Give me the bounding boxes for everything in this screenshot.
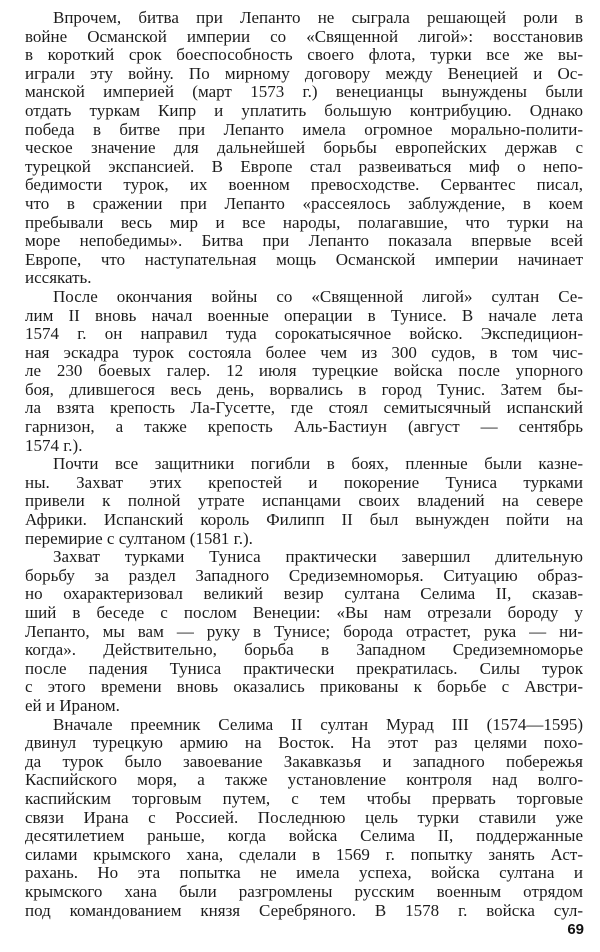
text-line: отдать туркам Кипр и уплатить большую контрибуцию. Однако xyxy=(25,100,583,120)
text-line: море непобедимы». Битва при Лепанто показала впервые всей xyxy=(25,231,583,251)
text-line: двинул турецкую армию на Восток. На этот раз целями похо- xyxy=(25,733,583,753)
text-line: войне Османской империи со «Священной лигой»: восстановив xyxy=(25,26,583,46)
text-line: ле 230 боевых галер. 12 июля турецкие войска после упорного xyxy=(25,361,583,381)
text-line: иссякать. xyxy=(25,268,92,288)
text-line: рахань. Но эта попытка не имела успеха, войска султана и xyxy=(25,863,583,883)
text-line: но охарактеризовал великий везир султана Селима II, сказав- xyxy=(25,584,583,604)
text-line: да турок было завоевание Закавказья и западного побережья xyxy=(25,751,583,771)
text-line: ший в беседе с послом Венеции: «Вы нам отрезали бороду у xyxy=(25,603,583,622)
page-number: 69 xyxy=(567,921,584,938)
book-page-text xyxy=(25,9,583,920)
text-line: пребывали весь мир и все народы, полагавшие, что турки на xyxy=(25,212,583,232)
paragraph xyxy=(25,455,583,548)
paragraph xyxy=(25,548,583,715)
text-line: турецкой экспансией. В Европе стал развеиваться миф о непо- xyxy=(25,156,583,176)
text-line: борьбу за раздел Западного Средиземноморья. Ситуацию образ- xyxy=(25,565,583,585)
text-line: силами крымского хана, сделали в 1569 г. попытку занять Аст- xyxy=(25,844,583,864)
text-line: каспийским торговым путем, с тем чтобы прервать торговые xyxy=(25,788,583,808)
text-line: под командованием князя Серебряного. В 1578 г. войска сул- xyxy=(25,900,583,920)
text-line: в короткий срок боеспособность своего флота, турки все же вы- xyxy=(25,45,583,65)
text-line: ная эскадра турок состояла более чем из 300 судов, в том чис- xyxy=(25,342,583,362)
paragraph xyxy=(25,288,583,455)
text-line: 1574 г. он направил туда сорокатысячное войско. Экспедицион- xyxy=(25,324,583,344)
text-line: Впрочем, битва при Лепанто не сыграла решающей роли в xyxy=(53,8,583,27)
text-line: Вначале преемник Селима II султан Мурад III (1574—1595) xyxy=(53,714,583,734)
paragraph xyxy=(25,9,583,288)
text-line: с этого времени вновь оказались прикованы к борьбе с Австри- xyxy=(25,677,583,697)
text-line: лим II вновь начал военные операции в Тунисе. В начале лета xyxy=(25,305,583,325)
text-line: ей и Ираном. xyxy=(25,695,120,715)
text-line: десятилетием раньше, когда войска Селима II, поддержанные xyxy=(25,826,583,846)
text-line: манской империей (март 1573 г.) венецианцы вынуждены были xyxy=(25,82,583,102)
text-line: Европе, что наступательная мощь Османской империи начинает xyxy=(25,249,583,269)
text-line: боя, длившегося весь день, ворвались в город Тунис. Затем бы- xyxy=(25,379,583,399)
text-line: ны. Захват этих крепостей и покорение Туниса турками xyxy=(25,472,583,492)
text-line: ла взята крепость Ла-Гусетте, где стоял семитысячный испанский xyxy=(25,398,583,418)
text-line: крымского хана были разгромлены русским военным отрядом xyxy=(25,881,583,901)
text-line: После окончания войны со «Священной лигой» султан Се- xyxy=(53,286,583,306)
text-line: когда». Действительно, борьба в Западном Средиземноморье xyxy=(25,640,583,660)
text-line: что в сражении при Лепанто «рассеялось заблуждение, в коем xyxy=(25,193,583,213)
text-line: Каспийского моря, а также установление контроля над волго- xyxy=(25,770,583,790)
text-line: после падения Туниса практически прекратилась. Силы турок xyxy=(25,658,583,678)
text-line: Почти все защитники погибли в боях, пленные были казне- xyxy=(53,454,583,474)
text-line: победа в битве при Лепанто имела огромное морально-полити- xyxy=(25,119,583,139)
text-line: 1574 г.). xyxy=(25,435,83,455)
text-line: Лепанто, мы вам — руку в Тунисе; борода отрастет, рука — ни- xyxy=(25,621,583,641)
text-line: Африки. Испанский король Филипп II был вынужден пойти на xyxy=(25,510,583,530)
text-line: перемирие с султаном (1581 г.). xyxy=(25,528,253,548)
text-line: связи Ирана с Россией. Последнюю цель турки ставили уже xyxy=(25,807,583,827)
text-line: играли эту войну. По мирному договору между Венецией и Ос- xyxy=(25,63,583,83)
text-line: привели к полной утрате испанцами своих владений на севере xyxy=(25,491,583,511)
text-line: ческое значение для дальнейшей борьбы европейских держав с xyxy=(25,138,583,158)
text-line: бедимости турок, их военном превосходстве. Сервантес писал, xyxy=(25,175,583,195)
text-line: гарнизон, а также крепость Аль-Бастиун (август — сентябрь xyxy=(25,417,583,437)
text-line: Захват турками Туниса практически завершил длительную xyxy=(53,547,583,567)
paragraph xyxy=(25,716,583,921)
